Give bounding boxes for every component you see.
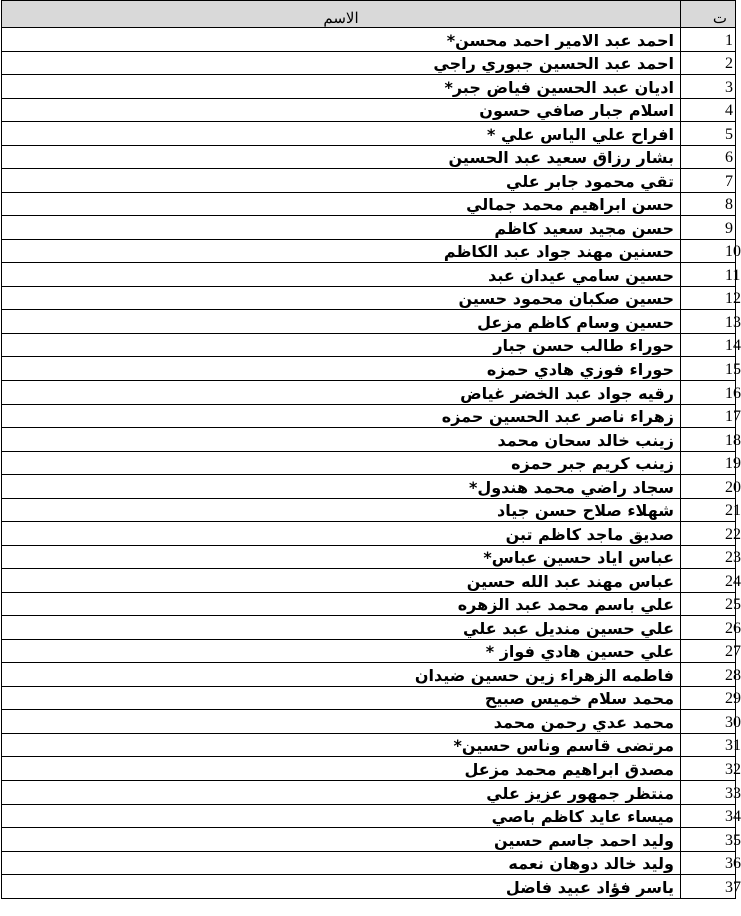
student-name-cell: زهراء ناصر عبد الحسين حمزه	[2, 404, 681, 428]
row-number-cell: 19	[681, 451, 736, 475]
student-name-cell: بشار رزاق سعيد عبد الحسين	[2, 145, 681, 169]
row-number-cell: 30	[681, 710, 736, 734]
student-name-cell: منتظر جمهور عزيز علي	[2, 781, 681, 805]
table-row	[2, 639, 736, 663]
table-row	[2, 122, 736, 146]
table-row	[2, 192, 736, 216]
table-row	[2, 592, 736, 616]
table-row	[2, 169, 736, 193]
table-row	[2, 357, 736, 381]
table-row	[2, 28, 736, 52]
student-name-cell: مرتضى قاسم وناس حسين*	[2, 733, 681, 757]
row-number-cell: 28	[681, 663, 736, 687]
student-name-cell: محمد سلام خميس صبيح	[2, 686, 681, 710]
student-name-cell: عباس اياد حسين عباس*	[2, 545, 681, 569]
table-row	[2, 781, 736, 805]
name-column-header: الاسم	[2, 1, 681, 28]
student-name-cell: ياسر فؤاد عبيد فاضل	[2, 875, 681, 899]
student-name-cell: وليد خالد دوهان نعمه	[2, 851, 681, 875]
row-number-cell: 17	[681, 404, 736, 428]
table-row	[2, 804, 736, 828]
student-name-cell: حسين صكبان محمود حسين	[2, 286, 681, 310]
table-row	[2, 498, 736, 522]
row-number-cell: 2	[681, 51, 736, 75]
row-number-cell: 24	[681, 569, 736, 593]
row-number-cell: 7	[681, 169, 736, 193]
student-name-cell: حوراء طالب حسن جبار	[2, 333, 681, 357]
row-number-cell: 25	[681, 592, 736, 616]
row-number-cell: 4	[681, 98, 736, 122]
table-row	[2, 663, 736, 687]
row-number-cell: 26	[681, 616, 736, 640]
student-name-cell: احمد عبد الامير احمد محسن*	[2, 28, 681, 52]
row-number-cell: 13	[681, 310, 736, 334]
table-row	[2, 51, 736, 75]
student-name-cell: حسن مجيد سعيد كاظم	[2, 216, 681, 240]
table-row	[2, 333, 736, 357]
table-row	[2, 569, 736, 593]
table-body	[2, 28, 741, 899]
header-row	[2, 1, 736, 28]
student-name-cell: احمد عبد الحسين جبوري راجي	[2, 51, 681, 75]
table-row	[2, 522, 736, 546]
student-name-cell: اسلام جبار صافي حسون	[2, 98, 681, 122]
row-number-cell: 8	[681, 192, 736, 216]
row-number-cell: 5	[681, 122, 736, 146]
student-name-cell: علي باسم محمد عبد الزهره	[2, 592, 681, 616]
student-name-cell: صديق ماجد كاظم تبن	[2, 522, 681, 546]
row-number-cell: 23	[681, 545, 736, 569]
student-name-cell: شهلاء صلاح حسن جياد	[2, 498, 681, 522]
table-row	[2, 875, 736, 899]
student-name-cell: حسين وسام كاظم مزعل	[2, 310, 681, 334]
row-number-cell: 36	[681, 851, 736, 875]
student-name-cell: علي حسين هادي فواز *	[2, 639, 681, 663]
table-row	[2, 710, 736, 734]
table-row	[2, 75, 736, 99]
student-name-cell: سجاد راضي محمد هندول*	[2, 475, 681, 499]
table-row	[2, 733, 736, 757]
table-row	[2, 404, 736, 428]
row-number-cell: 31	[681, 733, 736, 757]
row-number-cell: 6	[681, 145, 736, 169]
row-number-cell: 14	[681, 333, 736, 357]
row-number-cell: 34	[681, 804, 736, 828]
row-number-cell: 9	[681, 216, 736, 240]
student-name-cell: زينب كريم جبر حمزه	[2, 451, 681, 475]
names-table	[1, 0, 741, 899]
student-name-cell: علي حسين منديل عبد علي	[2, 616, 681, 640]
table-row	[2, 263, 736, 287]
student-name-cell: حسنين مهند جواد عبد الكاظم	[2, 239, 681, 263]
row-number-cell: 3	[681, 75, 736, 99]
table-row	[2, 686, 736, 710]
row-number-cell: 32	[681, 757, 736, 781]
table-row	[2, 451, 736, 475]
student-name-cell: فاطمه الزهراء زين حسين ضيدان	[2, 663, 681, 687]
row-number-cell: 37	[681, 875, 736, 899]
row-number-cell: 18	[681, 428, 736, 452]
table-row	[2, 98, 736, 122]
row-number-cell: 20	[681, 475, 736, 499]
student-name-cell: زينب خالد سحان محمد	[2, 428, 681, 452]
table-row	[2, 380, 736, 404]
table-row	[2, 475, 736, 499]
row-number-cell: 22	[681, 522, 736, 546]
student-name-cell: ميساء عايد كاظم باصي	[2, 804, 681, 828]
student-name-cell: حسن ابراهيم محمد جمالي	[2, 192, 681, 216]
table-row	[2, 545, 736, 569]
student-name-cell: مصدق ابراهيم محمد مزعل	[2, 757, 681, 781]
row-number-cell: 1	[681, 28, 736, 52]
table-row	[2, 145, 736, 169]
row-number-cell: 33	[681, 781, 736, 805]
row-number-cell: 15	[681, 357, 736, 381]
row-number-cell: 29	[681, 686, 736, 710]
table-row	[2, 851, 736, 875]
table-row	[2, 757, 736, 781]
student-name-cell: حسين سامي عيدان عبد	[2, 263, 681, 287]
student-name-cell: اديان عبد الحسين فياض جبر*	[2, 75, 681, 99]
student-name-cell: حوراء فوزي هادي حمزه	[2, 357, 681, 381]
number-column-header: ت	[681, 1, 736, 28]
student-name-cell: عباس مهند عبد الله حسين	[2, 569, 681, 593]
table-row	[2, 310, 736, 334]
row-number-cell: 11	[681, 263, 736, 287]
row-number-cell: 16	[681, 380, 736, 404]
row-number-cell: 10	[681, 239, 736, 263]
table-row	[2, 616, 736, 640]
student-name-cell: افراح علي الياس علي *	[2, 122, 681, 146]
row-number-cell: 12	[681, 286, 736, 310]
table-row	[2, 828, 736, 852]
table-row	[2, 239, 736, 263]
student-name-cell: محمد عدي رحمن محمد	[2, 710, 681, 734]
row-number-cell: 35	[681, 828, 736, 852]
student-name-cell: تقي محمود جابر علي	[2, 169, 681, 193]
row-number-cell: 21	[681, 498, 736, 522]
table-row	[2, 428, 736, 452]
student-name-cell: رقيه جواد عبد الخضر غياض	[2, 380, 681, 404]
table-row	[2, 216, 736, 240]
student-name-cell: وليد احمد جاسم حسين	[2, 828, 681, 852]
row-number-cell: 27	[681, 639, 736, 663]
table-row	[2, 286, 736, 310]
